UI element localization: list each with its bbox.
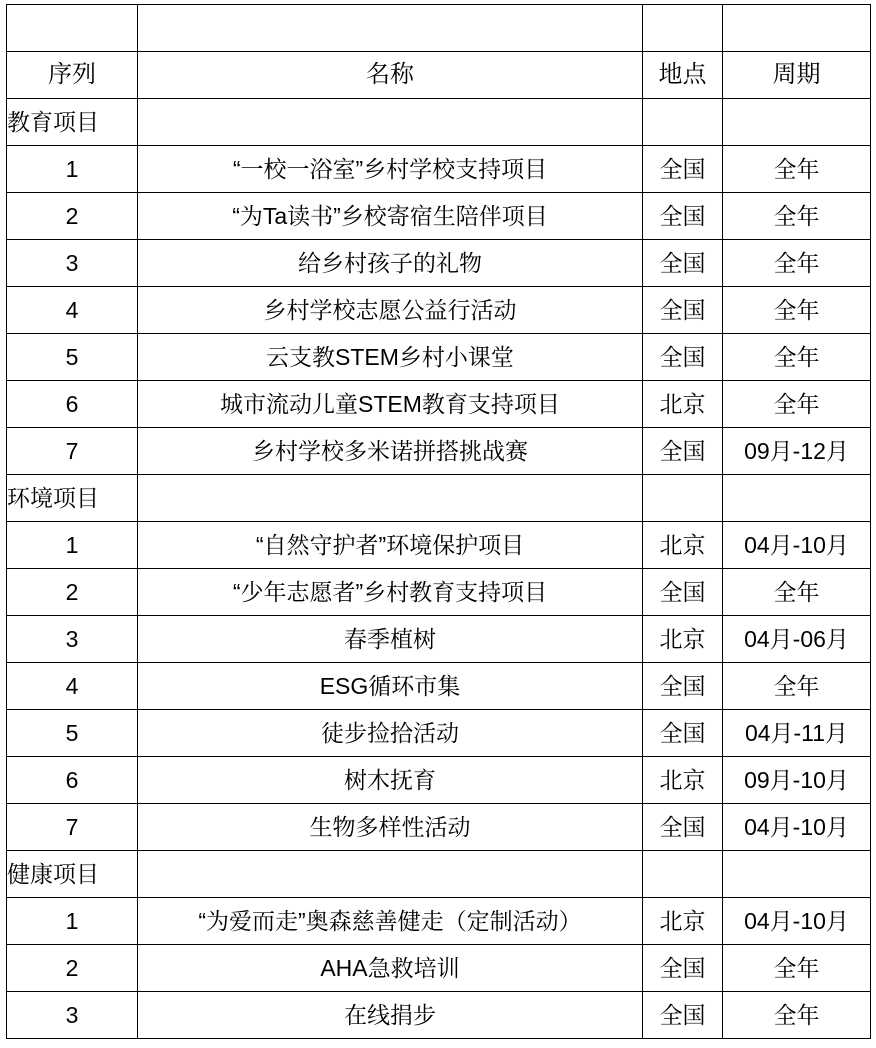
group-label: 健康项目: [7, 851, 138, 898]
table-row: [7, 522, 871, 569]
cell-loc: 全国: [643, 569, 723, 616]
table-row: [7, 287, 871, 334]
cell-name: 城市流动儿童STEM教育支持项目: [138, 381, 643, 428]
cell-loc: [643, 475, 723, 522]
cell-name: 树木抚育: [138, 757, 643, 804]
table-row: [7, 898, 871, 945]
cell-name: 徒步捡拾活动: [138, 710, 643, 757]
cell-seq: 3: [7, 240, 138, 287]
cell-name: [138, 5, 643, 52]
cell-loc: 全国: [643, 193, 723, 240]
cell-period: 全年: [723, 945, 871, 992]
cell-loc: [643, 5, 723, 52]
cell-seq: 7: [7, 804, 138, 851]
cell-period: 04月-10月: [723, 804, 871, 851]
cell-period: 09月-10月: [723, 757, 871, 804]
cell-seq: 4: [7, 663, 138, 710]
cell-seq: 7: [7, 428, 138, 475]
table-row: [7, 992, 871, 1039]
cell-period: 全年: [723, 287, 871, 334]
cell-name: 春季植树: [138, 616, 643, 663]
cell-seq: 3: [7, 992, 138, 1039]
table-group-row: [7, 99, 871, 146]
column-header-seq: 序列: [7, 52, 138, 99]
column-header-name: 名称: [138, 52, 643, 99]
cell-period: [723, 99, 871, 146]
cell-loc: [643, 99, 723, 146]
cell-name: [138, 99, 643, 146]
cell-name: “少年志愿者”乡村教育支持项目: [138, 569, 643, 616]
cell-period: 全年: [723, 663, 871, 710]
table-row: [7, 240, 871, 287]
cell-name: 生物多样性活动: [138, 804, 643, 851]
cell-name: 给乡村孩子的礼物: [138, 240, 643, 287]
cell-seq: 1: [7, 146, 138, 193]
table-row: [7, 146, 871, 193]
cell-loc: 全国: [643, 945, 723, 992]
cell-period: 09月-12月: [723, 428, 871, 475]
program-table: [6, 4, 871, 1039]
cell-seq: 1: [7, 898, 138, 945]
cell-period: 全年: [723, 240, 871, 287]
cell-period: 04月-10月: [723, 898, 871, 945]
table-row: [7, 569, 871, 616]
cell-period: 04月-11月: [723, 710, 871, 757]
cell-period: 全年: [723, 193, 871, 240]
table-row: [7, 428, 871, 475]
cell-loc: 北京: [643, 898, 723, 945]
cell-seq: [7, 5, 138, 52]
table-row: [7, 945, 871, 992]
cell-name: 乡村学校志愿公益行活动: [138, 287, 643, 334]
table-row: [7, 616, 871, 663]
cell-period: [723, 475, 871, 522]
cell-period: 全年: [723, 146, 871, 193]
table-row: [7, 757, 871, 804]
table-group-row: [7, 475, 871, 522]
cell-name: 在线捐步: [138, 992, 643, 1039]
cell-seq: 4: [7, 287, 138, 334]
cell-seq: 2: [7, 569, 138, 616]
cell-period: 全年: [723, 569, 871, 616]
cell-name: “自然守护者”环境保护项目: [138, 522, 643, 569]
cell-loc: 全国: [643, 992, 723, 1039]
cell-name: AHA急救培训: [138, 945, 643, 992]
table-row: [7, 710, 871, 757]
cell-period: 全年: [723, 992, 871, 1039]
table-spacer-row: [7, 5, 871, 52]
cell-name: 云支教STEM乡村小课堂: [138, 334, 643, 381]
cell-loc: 北京: [643, 522, 723, 569]
table-row: [7, 334, 871, 381]
column-header-period: 周期: [723, 52, 871, 99]
cell-name: “为爱而走”奥森慈善健走（定制活动）: [138, 898, 643, 945]
cell-period: 全年: [723, 381, 871, 428]
cell-seq: 6: [7, 381, 138, 428]
table-body: [7, 5, 871, 1039]
cell-period: 04月-06月: [723, 616, 871, 663]
cell-loc: 全国: [643, 710, 723, 757]
column-header-loc: 地点: [643, 52, 723, 99]
cell-loc: 全国: [643, 663, 723, 710]
cell-seq: 3: [7, 616, 138, 663]
cell-seq: 5: [7, 334, 138, 381]
cell-name: [138, 475, 643, 522]
cell-seq: 1: [7, 522, 138, 569]
table-row: [7, 804, 871, 851]
cell-loc: 北京: [643, 616, 723, 663]
table-header-row: [7, 52, 871, 99]
cell-loc: 北京: [643, 381, 723, 428]
table-row: [7, 193, 871, 240]
cell-loc: 全国: [643, 428, 723, 475]
cell-name: “一校一浴室”乡村学校支持项目: [138, 146, 643, 193]
cell-period: [723, 5, 871, 52]
group-label: 教育项目: [7, 99, 138, 146]
cell-period: [723, 851, 871, 898]
table-group-row: [7, 851, 871, 898]
cell-seq: 5: [7, 710, 138, 757]
table-row: [7, 381, 871, 428]
cell-loc: 全国: [643, 334, 723, 381]
group-label: 环境项目: [7, 475, 138, 522]
cell-loc: 全国: [643, 240, 723, 287]
cell-seq: 2: [7, 193, 138, 240]
cell-name: [138, 851, 643, 898]
cell-loc: 北京: [643, 757, 723, 804]
cell-loc: 全国: [643, 804, 723, 851]
cell-period: 全年: [723, 334, 871, 381]
cell-name: 乡村学校多米诺拼搭挑战赛: [138, 428, 643, 475]
cell-loc: 全国: [643, 146, 723, 193]
cell-seq: 6: [7, 757, 138, 804]
cell-loc: 全国: [643, 287, 723, 334]
table-row: [7, 663, 871, 710]
cell-seq: 2: [7, 945, 138, 992]
cell-name: “为Ta读书”乡校寄宿生陪伴项目: [138, 193, 643, 240]
cell-name: ESG循环市集: [138, 663, 643, 710]
cell-period: 04月-10月: [723, 522, 871, 569]
cell-loc: [643, 851, 723, 898]
